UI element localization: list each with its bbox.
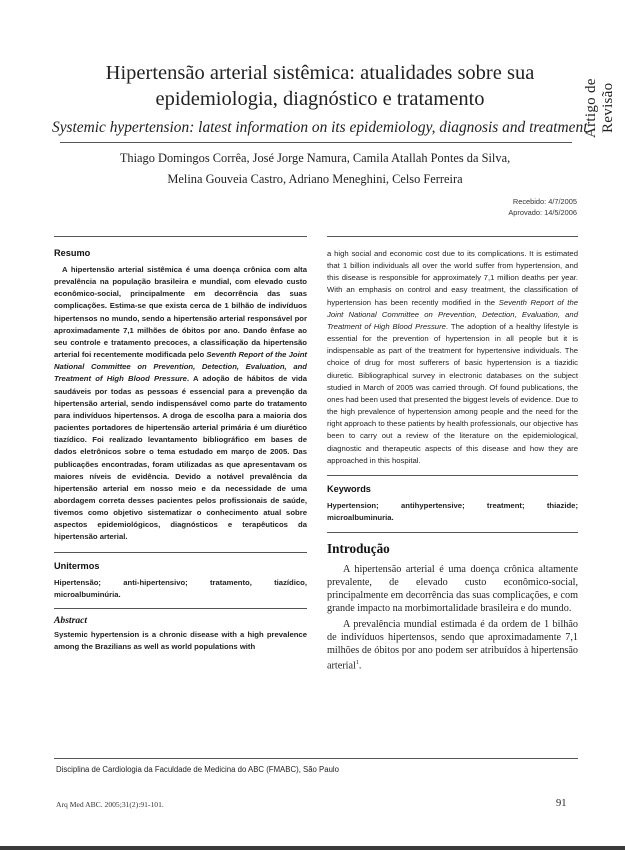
- column-left-top-rule: [54, 236, 307, 237]
- title-line-1: Hipertensão arterial sistêmica: atualidades sobre sua: [105, 62, 535, 84]
- abstract-text-continued: [327, 248, 578, 467]
- keywords-rule: [327, 475, 578, 476]
- unitermos-text: Hipertensão; anti-hipertensivo; tratamento, tiazídico, microalbuminúria.: [54, 577, 307, 599]
- author-list: [90, 148, 540, 190]
- keywords-heading: Keywords: [327, 483, 371, 494]
- resumo-text: [54, 264, 307, 544]
- resumo-report-title: Seventh Report of the Joint National Committee on Prevention, Detection, Evaluation, and Treatment of High Blood Pressure: [54, 350, 307, 384]
- column-right-top-rule: [327, 236, 578, 237]
- introducao-paragraph-1: A hipertensão arterial é uma doença crônica altamente prevalente, de elevado custo econômico-social, principalmente em decorrência das suas complicações, e com grande impacto na morbimortalidade brasileira e do mundo.: [327, 564, 578, 615]
- unitermos-rule: [54, 552, 307, 553]
- article-title: [70, 60, 570, 112]
- abstract-rule: [54, 608, 307, 609]
- submission-dates: [440, 196, 577, 218]
- title-line-2: epidemiologia, diagnóstico e tratamento: [155, 88, 485, 110]
- page-bottom-edge: [0, 846, 625, 850]
- introducao-heading: Introdução: [327, 541, 390, 557]
- affiliation: Disciplina de Cardiologia da Faculdade de Medicina do ABC (FMABC), São Paulo: [56, 765, 340, 774]
- title-rule: [60, 142, 572, 143]
- unitermos-heading: Unitermos: [54, 560, 100, 571]
- resumo-text-end: . A adoção de hábitos de vida saudáveis por todas as pessoas é essencial para a prevenção da hipertensão arterial, sendo indispensável como parte do tratamento para indivíduos hipertensos. A droga de escolha para a maioria dos pacientes portadores de hipertensão arterial primária é um diurético tiazídico. Foi realizado levantamento bibliográfico em bases de dados eletrônicos sobre o tema estudado em março de 2005. Das publicações encontradas, foram utilizadas as que apresentavam os maiores níveis de evidência. Devido a notável prevalência da hipertensão arterial em nosso meio e da necessidade de uma abordagem correta desses pacientes pelos profissionais de saúde, tivemos como objetivo sistematizar o conhecimento atual sobre aspectos epidemiológicos, diagnósticos e terapêuticos da hipertensão arterial.: [54, 374, 307, 542]
- approved-date: Aprovado: 14/5/2006: [508, 208, 577, 217]
- abstract-heading: Abstract: [54, 614, 88, 626]
- resumo-text-start: A hipertensão arterial sistêmica é uma doença crônica com alta prevalência na população brasileira e mundial, com elevado custo econômico-social, principalmente em decorrência das suas complicações. Estima-se que exista cerca de 1 bilhão de indivíduos hipertensos no mundo, sendo a hipertensão arterial responsável por aproximadamente 7,1 milhões de óbitos por ano. Dando ênfase ao seu controle e tratamento precoces, a classificação da hipertensão arterial foi recentemente modificada pelo: [54, 265, 307, 360]
- page-number: 91: [556, 798, 567, 809]
- abstract-text-end: . The adoption of a healthy lifestyle is essential for the prevention of hypertension in all people but it is indispensable as part of the treatment for hypertensive individuals. The choice of drug for most sufferers of basic hypertension is a tiazidic diuretic. Bibliographical survey in electronic databases on the subject studied in March of 2005 was carried through. Of found publications, the ones had been used that presented the biggest levels of evidence. Due to the high prevalence of hypertension among people and the need for the right approach to these patients by health professionals, our objective has been to carry out a review of the literature on the epidemiological, diagnostic and therapeutic aspects of this disease and how they are approached in this hospital.: [327, 321, 578, 465]
- reference-marker: 1: [355, 660, 359, 667]
- english-title: Systemic hypertension: latest information on its epidemiology, diagnosis and treatment: [52, 119, 588, 136]
- resumo-heading: Resumo: [54, 248, 91, 258]
- introducao-paragraph-2-end: .: [358, 660, 362, 672]
- footer-rule: [54, 758, 578, 759]
- abstract-text-mid: a high social and economic cost due to its complications. It is estimated that 1 billion individuals all over the world suffer from hypertension, and this disease is responsible for approximately 7,1 million deaths per year. With an emphasis on control and easy treatment, the classification of hypertension has been recently modified in the: [327, 249, 578, 307]
- abstract-report-title: Seventh Report of the Joint National Committee on Prevention, Detection, Evaluation, and Treatment of High Blood Pressure: [327, 297, 578, 331]
- introducao-paragraph-2: [327, 618, 578, 672]
- journal-citation: Arq Med ABC. 2005;31(2):91-101.: [56, 800, 164, 809]
- introducao-paragraph-2-text: A prevalência mundial estimada é da ordem de 1 bilhão de indivíduos hipertensos, sendo que aproximadamente 7,1 milhões de óbitos por ano podem ser atribuídos à hipertensão arterial: [327, 619, 578, 672]
- left-column: [54, 248, 307, 653]
- introducao-rule: [327, 532, 578, 533]
- authors-line-1: Thiago Domingos Corrêa, José Jorge Namura, Camila Atallah Pontes da Silva,: [119, 151, 511, 165]
- keywords-text: Hypertension; antihypertensive; treatment; thiazide; microalbuminuria.: [327, 500, 578, 522]
- abstract-text-start: Systemic hypertension is a chronic disease with a high prevalence among the Brazilians as well as world populations with: [54, 629, 307, 652]
- received-date: Recebido: 4/7/2005: [512, 197, 577, 206]
- right-column: [327, 248, 578, 673]
- authors-line-2: Melina Gouveia Castro, Adriano Meneghini, Celso Ferreira: [167, 172, 463, 186]
- article-type-label: Artigo de Revisão: [583, 78, 616, 138]
